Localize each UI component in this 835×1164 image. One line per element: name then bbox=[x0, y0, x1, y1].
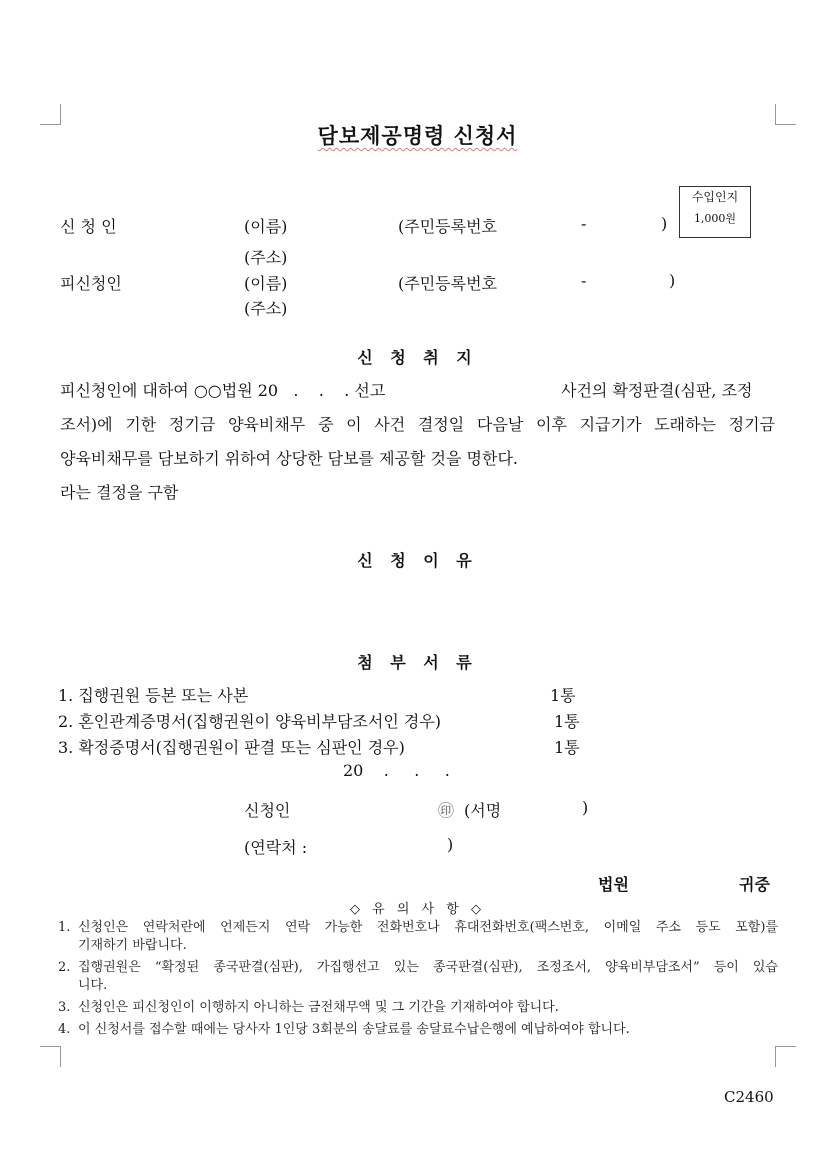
notice-item-line: 이 신청서를 접수할 때에는 당사자 1인당 3회분의 송달료를 송달료수납은행에 예납하여야 합니다. bbox=[78, 1022, 630, 1037]
respondent-rrn-dash: - bbox=[581, 271, 587, 290]
purpose-heading: 신 청 취 지 bbox=[357, 348, 478, 367]
court-label: 법원 bbox=[598, 875, 629, 894]
applicant-rrn-close: ) bbox=[661, 214, 668, 233]
form-code: C2460 bbox=[724, 1088, 774, 1106]
respondent-address-label: (주소) bbox=[244, 299, 288, 318]
court-suffix: 귀중 bbox=[739, 875, 770, 894]
respondent-rrn-label: (주민등록번호 bbox=[398, 274, 497, 293]
date-line: 20 . . . bbox=[343, 761, 450, 780]
attachment-item-2: 2. 혼인관계증명서(집행권원이 양육비부담조서인 경우) bbox=[58, 712, 442, 731]
attachment-count-2: 1통 bbox=[554, 712, 580, 731]
crop-mark-bottom-right bbox=[775, 1046, 796, 1067]
reason-heading: 신 청 이 유 bbox=[357, 551, 478, 570]
purpose-line-1a: 피신청인에 대하여 ○○법원 20 . . . 선고 bbox=[60, 381, 386, 400]
applicant-rrn-dash: - bbox=[581, 214, 587, 233]
attachment-count-3: 1통 bbox=[554, 738, 580, 757]
applicant-label: 신 청 인 bbox=[60, 217, 117, 236]
respondent-rrn-close: ) bbox=[669, 271, 676, 290]
notice-item bbox=[58, 959, 778, 995]
notice-item bbox=[58, 999, 778, 1017]
purpose-line-2: 조서)에 기한 정기금 양육비채무 중 이 사건 결정일 다음날 이후 지급기가 도래하는 정기금 bbox=[60, 415, 775, 434]
respondent-name-label: (이름) bbox=[244, 274, 288, 293]
notice-item-line: 신청인은 피신청인이 이행하지 아니하는 금전채무액 및 그 기간을 기재하여야 합니다. bbox=[78, 1000, 559, 1015]
attachment-item-3: 3. 확정증명서(집행권원이 판결 또는 심판인 경우) bbox=[58, 738, 405, 757]
notice-item-line: 신청인은 연락처란에 언제든지 연락 가능한 전화번호나 휴대전화번호(팩스번호, 이메일 주소 등도 포함)를 bbox=[78, 920, 778, 935]
stamp-value: 1,000원 bbox=[693, 212, 737, 225]
signature-applicant-label: 신청인 bbox=[244, 801, 291, 820]
seal-icon: ㊞ bbox=[438, 801, 455, 820]
notice-item-line-cont: 니다. bbox=[78, 978, 108, 993]
notice-item-line-cont: 기재하기 바랍니다. bbox=[78, 938, 187, 953]
attachment-count-1: 1통 bbox=[550, 686, 576, 705]
purpose-line-1b: 사건의 확정판결(심판, 조정 bbox=[561, 381, 753, 400]
purpose-line-4: 라는 결정을 구함 bbox=[60, 483, 179, 502]
document-title: 담보제공명령 신청서 bbox=[317, 123, 518, 148]
notice-list bbox=[58, 919, 778, 1043]
attachment-item-1: 1. 집행권원 등본 또는 사본 bbox=[58, 686, 249, 705]
revenue-stamp-box bbox=[679, 186, 751, 238]
purpose-body bbox=[60, 408, 775, 510]
stamp-label: 수입인지 bbox=[691, 190, 739, 204]
crop-mark-bottom-left bbox=[40, 1046, 61, 1067]
signature-sign-label: (서명 bbox=[464, 801, 502, 820]
notice-item-line: 집행권원은 “확정된 종국판결(심판), 가집행선고 있는 종국판결(심판), 조정조서, 양육비부담조서” 등이 있습 bbox=[78, 960, 778, 975]
notice-item bbox=[58, 919, 778, 955]
applicant-name-label: (이름) bbox=[244, 217, 288, 236]
signature-close: ) bbox=[582, 798, 589, 817]
notice-item-number: 2. bbox=[58, 960, 71, 975]
respondent-label: 피신청인 bbox=[60, 274, 122, 293]
attachments-heading: 첨 부 서 류 bbox=[357, 653, 478, 672]
notice-item bbox=[58, 1021, 778, 1039]
notice-item-number: 1. bbox=[58, 920, 71, 935]
contact-label: (연락처 : bbox=[244, 838, 308, 857]
purpose-line-3: 양육비채무를 담보하기 위하여 상당한 담보를 제공할 것을 명한다. bbox=[60, 449, 519, 468]
notice-heading: ◇ 유 의 사 항 ◇ bbox=[350, 902, 485, 917]
notice-item-number: 4. bbox=[58, 1022, 71, 1037]
applicant-address-label: (주소) bbox=[244, 248, 288, 267]
applicant-rrn-label: (주민등록번호 bbox=[398, 217, 497, 236]
contact-close: ) bbox=[447, 835, 454, 854]
notice-item-number: 3. bbox=[58, 1000, 71, 1015]
